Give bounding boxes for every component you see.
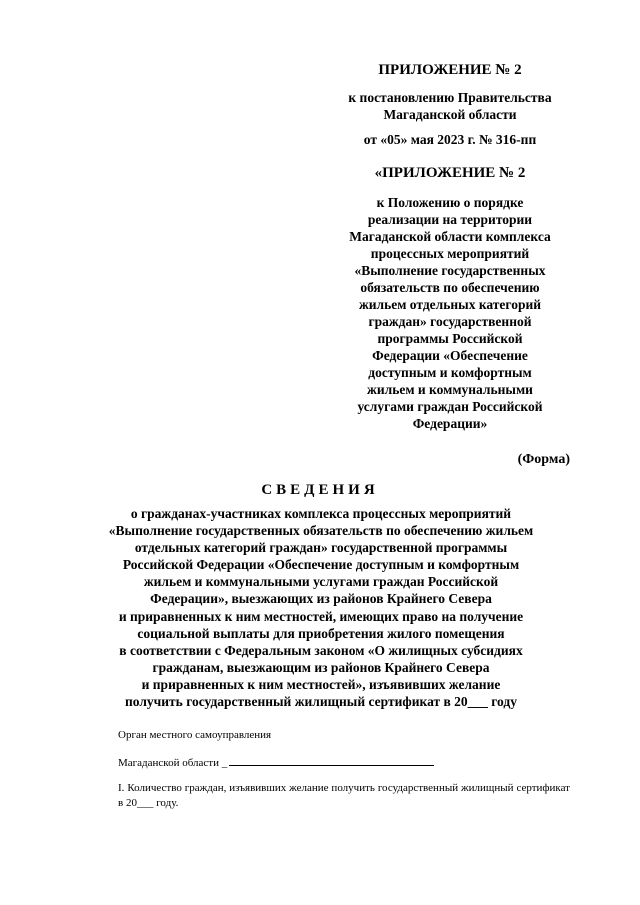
- position-line: программы Российской: [377, 331, 523, 346]
- subject-line: жильем и коммунальными услугами граждан Российской: [143, 574, 499, 590]
- inner-appendix-title: «ПРИЛОЖЕНИЕ № 2: [374, 165, 526, 181]
- position-line: Федерации «Обеспечение: [372, 348, 528, 363]
- position-reference: [330, 194, 570, 432]
- position-line: обязательств по обеспечению: [360, 280, 540, 295]
- subject-line: о гражданах-участниках комплекса процессных мероприятий: [130, 506, 512, 521]
- form-label: (Форма): [517, 452, 570, 467]
- position-line: к Положению о порядке: [376, 195, 524, 210]
- appendix-line-3: от «05» мая 2023 г. № 316-пп: [363, 132, 537, 147]
- subject-line: Российской Федерации «Обеспечение доступным и комфортным: [122, 557, 520, 573]
- subject-line: получить государственный жилищный сертификат в 20___ году: [124, 694, 517, 710]
- section-1-text: I. Количество граждан, изъявивших желание получить государственный жилищный сертификат в 20___ году.: [118, 782, 570, 809]
- position-line: реализации на территории: [367, 212, 533, 227]
- subject-line: гражданам, выезжающим из районов Крайнего Севера: [152, 659, 490, 675]
- position-line: процессных мероприятий: [370, 246, 530, 261]
- subject-line: в соответствии с Федеральным законом «О жилищных субсидиях: [119, 642, 523, 658]
- region-label: Магаданской области _: [118, 757, 228, 769]
- subject-line: отдельных категорий граждан» государственной программы: [134, 540, 508, 556]
- fill-in-line: [229, 755, 434, 766]
- appendix-title: ПРИЛОЖЕНИЕ № 2: [378, 62, 522, 78]
- appendix-line-1: к постановлению Правительства: [348, 90, 552, 105]
- appendix-line-2: Магаданской области: [383, 107, 517, 122]
- position-line: доступным и комфортным: [368, 365, 532, 380]
- position-line: услугами граждан Российской: [357, 399, 543, 414]
- subject-line: Федерации», выезжающих из районов Крайнего Севера: [150, 591, 492, 607]
- position-line: жильем отдельных категорий: [358, 297, 542, 312]
- subject-line: и приравненных к ним местностей, имеющих право на получение: [118, 608, 524, 624]
- position-line: граждан» государственной: [368, 314, 532, 329]
- document-heading: СВЕДЕНИЯ: [261, 482, 379, 498]
- subject-line: и приравненных к ним местностей», изъявивших желание: [141, 676, 501, 692]
- position-line: Магаданской области комплекса: [349, 229, 551, 244]
- position-line: «Выполнение государственных: [354, 263, 546, 278]
- document-subject: [90, 505, 552, 710]
- organ-label: Орган местного самоуправления: [118, 729, 272, 741]
- subject-line: «Выполнение государственных обязательств по обеспечению жильем: [108, 523, 534, 539]
- region-field: [118, 755, 434, 769]
- subject-line: социальной выплаты для приобретения жилого помещения: [137, 625, 505, 641]
- position-line: жильем и коммунальными: [367, 382, 533, 397]
- position-line: Федерации»: [412, 416, 488, 431]
- appendix-block: [330, 62, 570, 432]
